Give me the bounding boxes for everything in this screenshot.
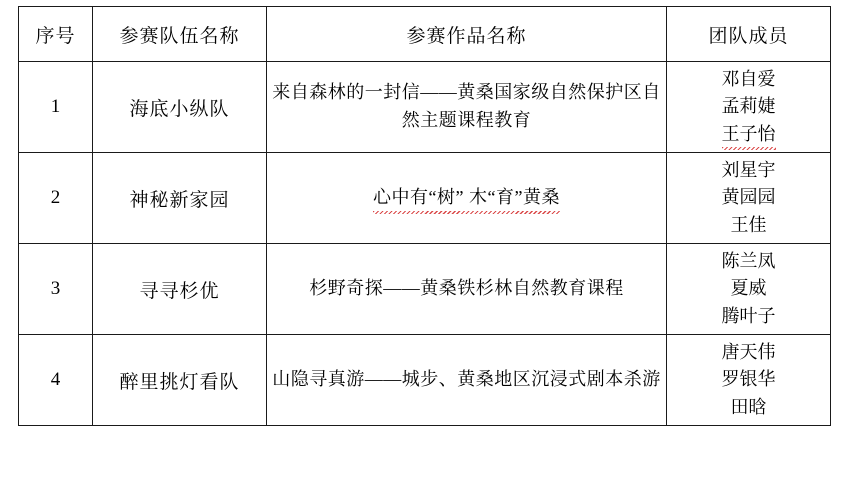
cell-no: 1: [19, 62, 93, 153]
member-name: 夏威: [730, 278, 767, 299]
cell-team: 神秘新家园: [93, 153, 267, 244]
cell-work: [267, 244, 667, 335]
table-row: [19, 335, 831, 426]
member-name: 腾叶子: [721, 305, 776, 326]
cell-work: [267, 62, 667, 153]
member-name: 刘星宇: [721, 159, 776, 180]
cell-no: 4: [19, 335, 93, 426]
cell-team: 海底小纵队: [93, 62, 267, 153]
cell-team: 醉里挑灯看队: [93, 335, 267, 426]
work-title: 山隐寻真游——城步、黄桑地区沉浸式剧本杀游: [272, 369, 661, 390]
table-row: [19, 153, 831, 244]
cell-members: [667, 244, 831, 335]
member-name: 田晗: [730, 396, 767, 417]
column-header-no: 序号: [19, 7, 93, 62]
column-header-work: 参赛作品名称: [267, 7, 667, 62]
cell-no: 3: [19, 244, 93, 335]
work-title: 心中有“树” 木“育”黄桑: [373, 184, 560, 212]
member-name: 陈兰凤: [721, 250, 776, 271]
work-title: 杉野奇探——黄桑铁杉林自然教育课程: [309, 278, 624, 299]
cell-work: [267, 335, 667, 426]
member-name: 罗银华: [721, 369, 776, 390]
member-name: 王佳: [730, 214, 767, 235]
cell-team: 寻寻杉优: [93, 244, 267, 335]
table-header-row: [19, 7, 831, 62]
member-name: 唐天伟: [721, 341, 776, 362]
cell-members: [667, 335, 831, 426]
member-name: 孟莉婕: [721, 96, 776, 117]
document-page: [0, 6, 847, 497]
cell-work: [267, 153, 667, 244]
member-name: 黄园园: [721, 187, 776, 208]
cell-members: [667, 62, 831, 153]
work-title: 来自森林的一封信——黄桑国家级自然保护区自然主题课程教育: [272, 82, 661, 130]
column-header-members: 团队成员: [667, 7, 831, 62]
table-row: [19, 244, 831, 335]
table-row: [19, 62, 831, 153]
column-header-team: 参赛队伍名称: [93, 7, 267, 62]
cell-no: 2: [19, 153, 93, 244]
entries-table: [18, 6, 831, 426]
member-name: 邓自爱: [721, 68, 776, 89]
member-name: 王子怡: [722, 121, 776, 148]
cell-members: [667, 153, 831, 244]
